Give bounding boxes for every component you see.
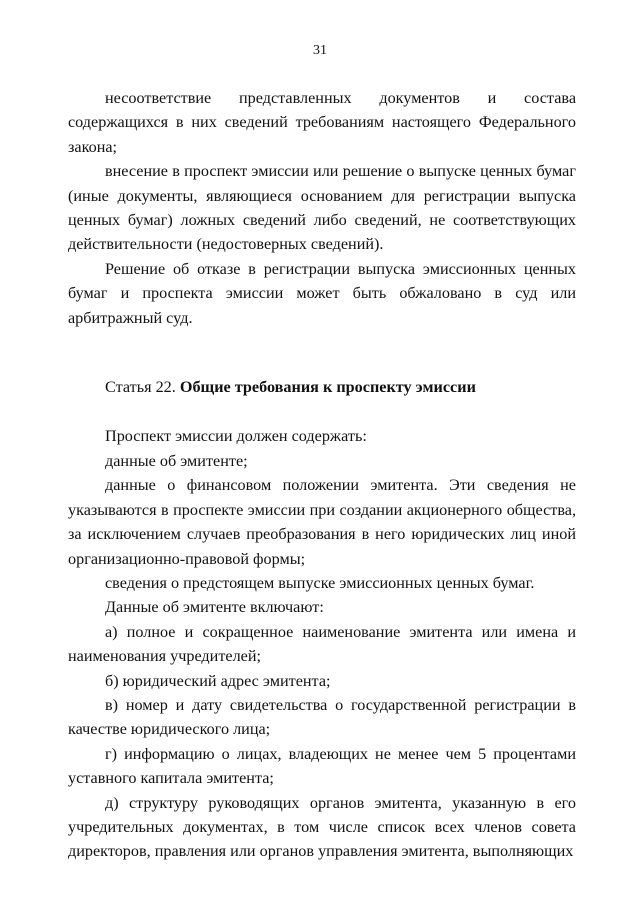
paragraph: данные об эмитенте; [105,451,248,470]
paragraph: сведения о предстоящем выпуске эмиссионных ценных бумаг. [105,573,535,592]
paragraph: несоответствие представленных документов и состава содержащихся в них сведений требованиям настоящего Федерального закона; [68,89,576,156]
document-body [68,86,576,864]
paragraph: Решение об отказе в регистрации выпуска эмиссионных ценных бумаг и проспекта эмиссии может быть обжаловано в суд или арбитражный суд. [68,259,576,327]
list-item: а) полное и сокращенное наименование эмитента или имена и наименования учредителей; [68,622,576,666]
list-item: д) структуру руководящих органов эмитента, указанную в его учредительных документах, в том числе список всех членов совета директоров, правления или органов управления эмитента, выполняющих [68,793,576,861]
list-item: б) юридический адрес эмитента; [105,671,331,690]
list-item: в) номер и дату свидетельства о государственной регистрации в качестве юридического лица; [68,695,576,739]
article-number: Статья 22. [105,378,180,397]
paragraph: Данные об эмитенте включают: [105,598,324,617]
paragraph: данные о финансовом положении эмитента. Эти сведения не указываются в проспекте эмиссии при создании акционерного общества, за исключением случаев преобразования в него юридических лиц иной организационно-правовой формы; [68,476,576,568]
paragraph: Проспект эмиссии должен содержать: [105,427,367,446]
article-title: Общие требования к проспекту эмиссии [179,378,476,397]
list-item: г) информацию о лицах, владеющих не менее чем 5 процентами уставного капитала эмитента; [68,744,576,788]
article-heading [68,375,576,399]
paragraph: внесение в проспект эмиссии или решение о выпуске ценных бумаг (иные документы, являющиеся основанием для регистрации выпуска ценных бумаг) ложных сведений либо сведений, не соответствующих действительности (недостоверных сведений). [68,162,576,254]
page-number: 31 [313,43,327,58]
